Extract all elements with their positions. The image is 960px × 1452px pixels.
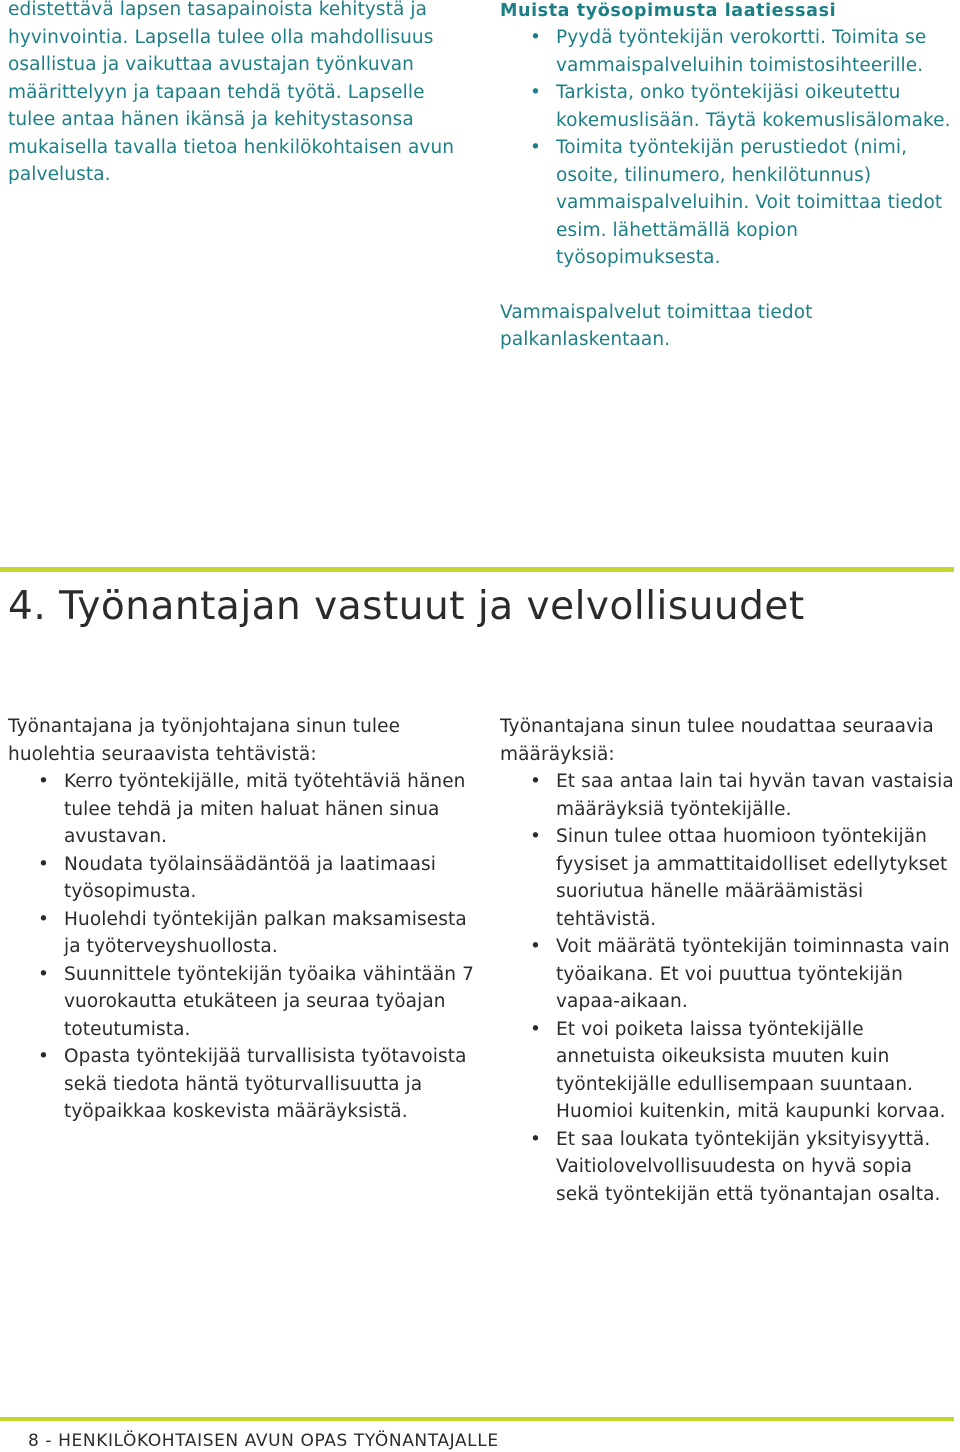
duty-item: • Opasta työntekijää turvallisista työtavoista sekä tiedota häntä työturvallisuutta ja työpaikkaa koskevista määräyksistä.: [8, 1043, 478, 1126]
regulations-column: [500, 713, 955, 1208]
section-divider: [0, 567, 954, 572]
regulation-item: • Et saa antaa lain tai hyvän tavan vastaisia määräyksiä työntekijälle.: [500, 768, 955, 823]
duty-item: • Suunnittele työntekijän työaika vähintään 7 vuorokautta etukäteen ja seuraa työajan toteutumista.: [8, 961, 478, 1044]
section-title: 4. Työnantajan vastuut ja velvollisuudet: [8, 584, 805, 629]
regulation-item: • Sinun tulee ottaa huomioon työntekijän fyysiset ja ammattitaidolliset edellytykset suoriutua hänelle määräämistäsi tehtävistä.: [500, 823, 955, 933]
duty-item: • Noudata työlainsäädäntöä ja laatimaasi työsopimusta.: [8, 851, 478, 906]
intro-paragraph: edistettävä lapsen tasapainoista kehitystä ja hyvinvointia. Lapsella tulee olla mahdollisuus osallistua ja vaikuttaa avustajan työnkuvan määrittelyyn ja tapaan tehdä työtä. Lapselle tulee antaa hänen ikänsä ja kehitystasonsa mukaisella tavalla tietoa henkilökohtaisen avun palvelusta.: [8, 0, 455, 185]
regulation-item: • Et saa loukata työntekijän yksityisyyttä. Vaitiolovelvollisuudesta on hyvä sopia sekä työntekijän että työnantajan osalta.: [500, 1126, 955, 1209]
reminder-item: • Pyydä työntekijän verokortti. Toimita se vammaispalveluihin toimistosihteerille.: [500, 24, 960, 79]
footer-divider: [0, 1417, 954, 1421]
regulation-item: • Voit määrätä työntekijän toiminnasta vain työaikana. Et voi puuttua työntekijän vapaa-aikaan.: [500, 933, 955, 1016]
regulation-item: • Et voi poiketa laissa työntekijälle annetuista oikeuksista muuten kuin työntekijälle edullisempaan suuntaan. Huomioi kuitenkin, mitä kaupunki korvaa.: [500, 1016, 955, 1126]
reminder-list: [500, 24, 960, 272]
regulations-list: [500, 768, 955, 1208]
regulations-intro: Työnantajana sinun tulee noudattaa seuraavia määräyksiä:: [500, 716, 934, 765]
reminder-box: [500, 0, 960, 354]
duties-column: [8, 713, 478, 1126]
duty-item: • Huolehdi työntekijän palkan maksamisesta ja työterveyshuollosta.: [8, 906, 478, 961]
reminder-heading: Muista työsopimusta laatiessasi: [500, 1, 837, 21]
reminder-note: Vammaispalvelut toimittaa tiedot palkanlaskentaan.: [500, 301, 813, 350]
duty-item: • Kerro työntekijälle, mitä työtehtäviä hänen tulee tehdä ja miten haluat hänen sinua avustavan.: [8, 768, 478, 851]
duties-intro: Työnantajana ja työnjohtajana sinun tulee huolehtia seuraavista tehtävistä:: [8, 716, 401, 765]
reminder-item: • Tarkista, onko työntekijäsi oikeutettu kokemuslisään. Täytä kokemuslisälomake.: [500, 79, 960, 134]
page-footer: 8 - HENKILÖKOHTAISEN AVUN OPAS TYÖNANTAJALLE: [28, 1431, 499, 1451]
duties-list: [8, 768, 478, 1126]
reminder-item: • Toimita työntekijän perustiedot (nimi, osoite, tilinumero, henkilötunnus) vammaispalveluihin. Voit toimittaa tiedot esim. lähettämällä kopion työsopimuksesta.: [500, 134, 960, 272]
intro-paragraph-column: [8, 0, 468, 189]
